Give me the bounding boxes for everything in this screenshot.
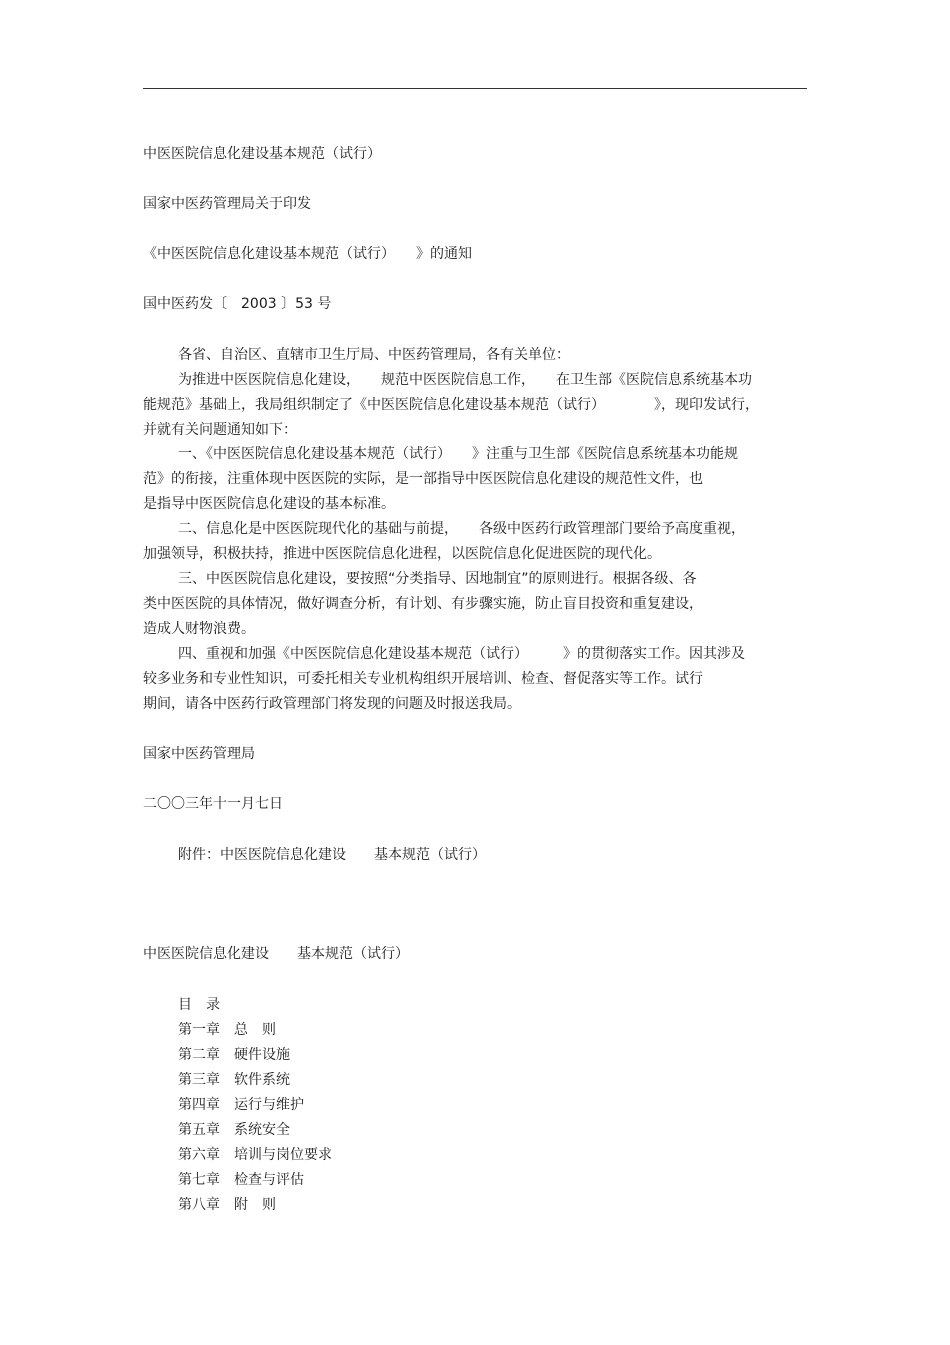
attachment-line: 附件：中医医院信息化建设 基本规范（试行） (178, 847, 486, 863)
notice-title: 《中医医院信息化建设基本规范（试行） 》的通知 (143, 246, 472, 262)
spec-title: 中医医院信息化建设 基本规范（试行） (143, 946, 409, 962)
toc-item: 第一章 总 则 (178, 1022, 276, 1038)
issuer-line: 国家中医药管理局关于印发 (143, 196, 311, 212)
toc-item: 第五章 系统安全 (178, 1122, 290, 1138)
body-line: 类中医医院的具体情况，做好调查分析，有计划、有步骤实施，防止盲目投资和重复建设， (143, 596, 703, 612)
body-line: 加强领导，积极扶持，推进中医医院信息化进程，以医院信息化促进医院的现代化。 (143, 546, 661, 562)
salutation: 各省、自治区、直辖市卫生厅局、中医药管理局，各有关单位： (178, 347, 570, 363)
toc-title: 目 录 (178, 997, 220, 1013)
body-line: 二、信息化是中医医院现代化的基础与前提， 各级中医药行政管理部门要给予高度重视， (178, 521, 745, 537)
document-title: 中医医院信息化建设基本规范（试行） (143, 146, 381, 162)
body-line: 期间，请各中医药行政管理部门将发现的问题及时报送我局。 (143, 696, 521, 712)
top-rule (143, 88, 807, 89)
toc-item: 第八章 附 则 (178, 1197, 276, 1213)
toc-item: 第二章 硬件设施 (178, 1047, 290, 1063)
signature: 国家中医药管理局 (143, 746, 255, 762)
toc-item: 第七章 检查与评估 (178, 1172, 304, 1188)
body-line: 三、中医医院信息化建设，要按照“分类指导、因地制宜”的原则进行。根据各级、各 (178, 571, 697, 587)
body-line: 四、重视和加强《中医医院信息化建设基本规范（试行） 》的贯彻落实工作。因其涉及 (178, 646, 745, 662)
body-line: 造成人财物浪费。 (143, 621, 255, 637)
body-line: 为推进中医医院信息化建设， 规范中医医院信息工作， 在卫生部《医院信息系统基本功 (178, 372, 752, 388)
issue-date: 二〇〇三年十一月七日 (143, 796, 283, 812)
body-line: 范》的衔接，注重体现中医医院的实际，是一部指导中医医院信息化建设的规范性文件，也 (143, 471, 703, 487)
document-number: 国中医药发〔 2003 〕53 号 (143, 296, 332, 312)
body-line: 是指导中医医院信息化建设的基本标准。 (143, 496, 395, 512)
toc-item: 第三章 软件系统 (178, 1072, 290, 1088)
body-line: 一、《中医医院信息化建设基本规范（试行） 》注重与卫生部《医院信息系统基本功能规 (178, 446, 738, 462)
body-line: 较多业务和专业性知识，可委托相关专业机构组织开展培训、检查、督促落实等工作。试行 (143, 671, 703, 687)
toc-item: 第六章 培训与岗位要求 (178, 1147, 332, 1163)
body-line: 能规范》基础上，我局组织制定了《中医医院信息化建设基本规范（试行） 》，现印发试行， (143, 397, 759, 413)
toc-item: 第四章 运行与维护 (178, 1097, 304, 1113)
body-line: 并就有关问题通知如下： (143, 422, 297, 438)
